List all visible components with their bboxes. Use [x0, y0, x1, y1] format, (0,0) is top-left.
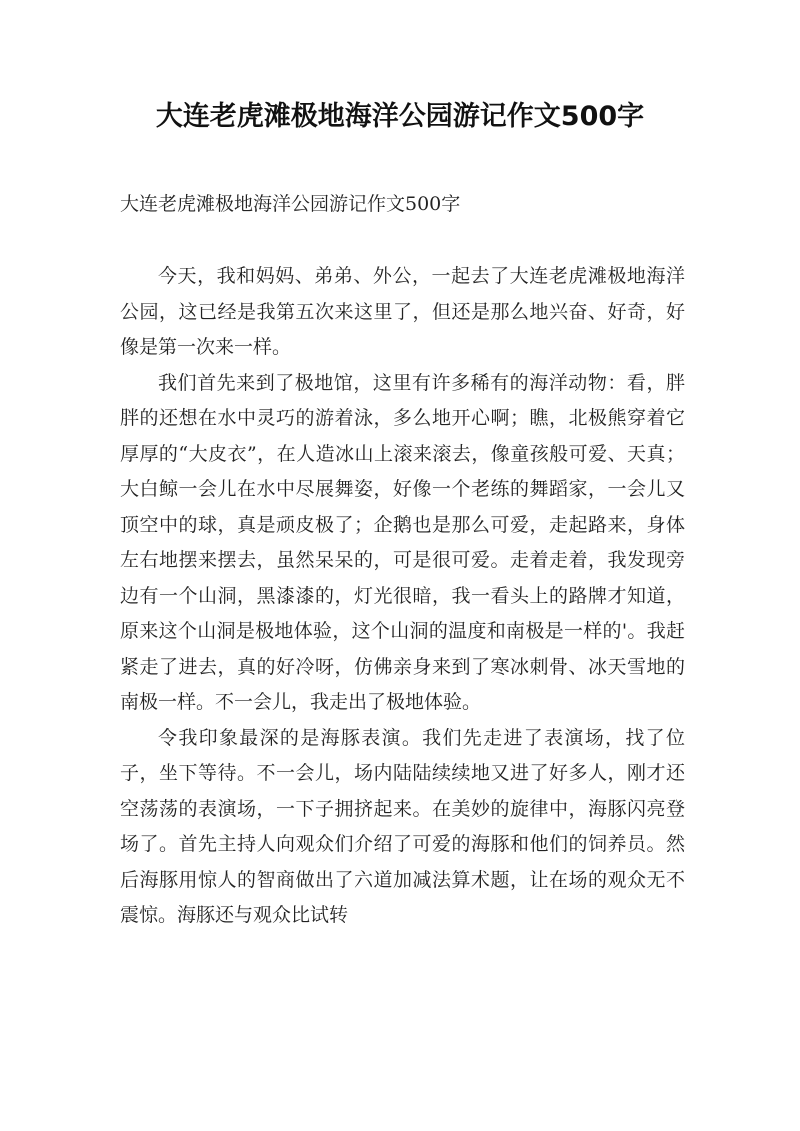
paragraph: 今天，我和妈妈、弟弟、外公，一起去了大连老虎滩极地海洋公园，这已经是我第五次来这里了，但还是那么地兴奋、好奇，好像是第一次来一样。 — [120, 265, 685, 358]
paragraph: 我们首先来到了极地馆，这里有许多稀有的海洋动物：看，胖胖的还想在水中灵巧的游着泳，多么地开心啊；瞧，北极熊穿着它厚厚的“大皮衣”，在人造冰山上滚来滚去，像童孩般可爱、天真；大白鲸一会儿在水中尽展舞姿，好像一个老练的舞蹈家，一会儿又顶空中的球，真是顽皮极了；企鹅也是那么可爱，走起路来，身体左右地摆来摆去，虽然呆呆的，可是很可爱。走着走着，我发现旁边有一个山洞，黑漆漆的，灯光很暗，我一看头上的路牌才知道，原来这个山洞是极地体验，这个山洞的温度和南极是一样的'。我赶紧走了进去，真的好冷呀，仿佛亲身来到了寒冰刺骨、冰天雪地的南极一样。不一会儿，我走出了极地体验。 — [120, 371, 685, 713]
document-subtitle: 大连老虎滩极地海洋公园游记作文500字 — [120, 193, 461, 215]
paragraph: 令我印象最深的是海豚表演。我们先走进了表演场，找了位子，坐下等待。不一会儿，场内陆陆续续地又进了好多人，刚才还空荡荡的表演场，一下子拥挤起来。在美妙的旋律中，海豚闪亮登场了。首先主持人向观众们介绍了可爱的海豚和他们的饲养员。然后海豚用惊人的智商做出了六道加减法算术题，让在场的观众无不震惊。海豚还与观众比试转 — [120, 726, 685, 926]
document-body — [120, 259, 685, 934]
document-title: 大连老虎滩极地海洋公园游记作文500字 — [155, 101, 645, 132]
